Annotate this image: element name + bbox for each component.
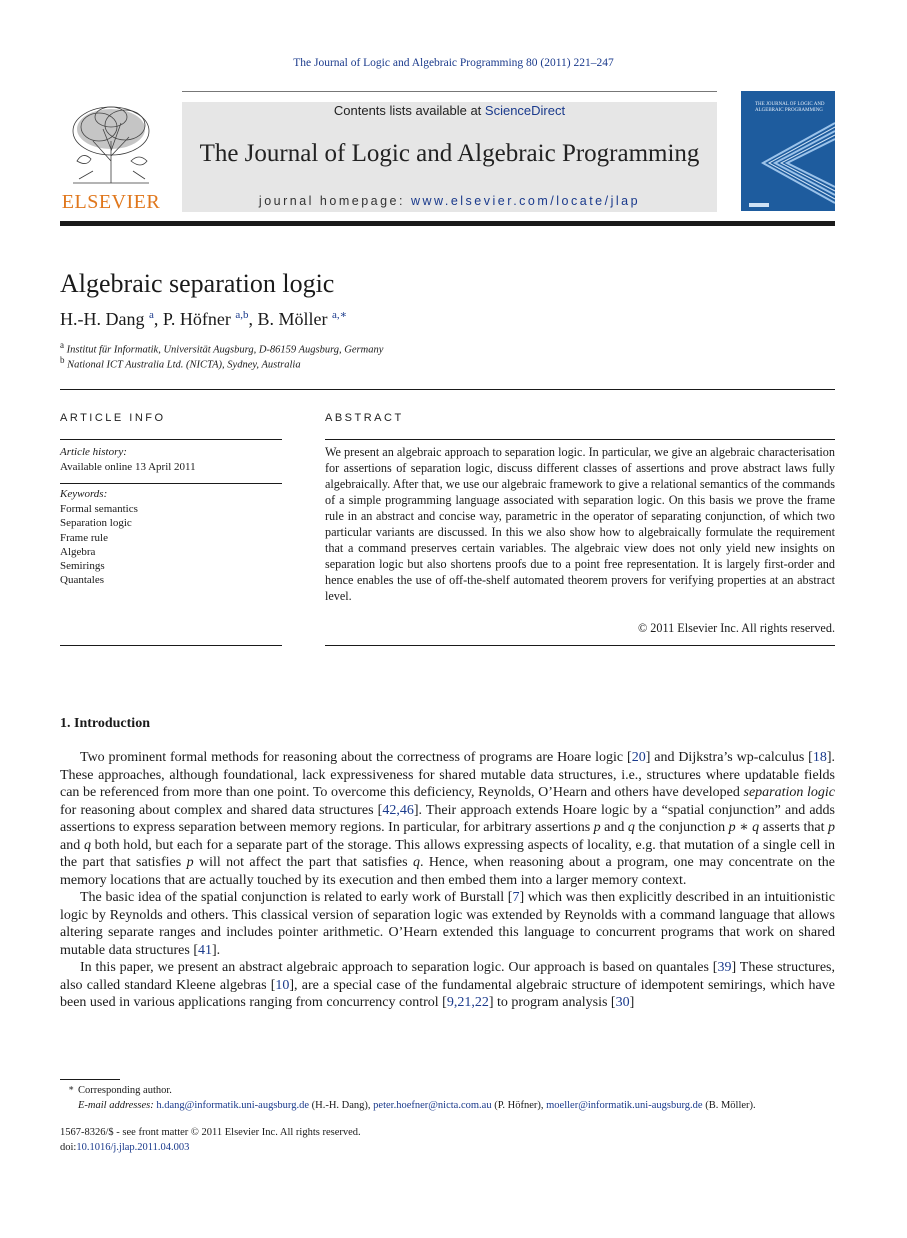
math-variable: q bbox=[627, 820, 635, 835]
citation-link[interactable]: 9,21,22 bbox=[446, 995, 489, 1010]
footnote-rule bbox=[60, 1079, 120, 1080]
author-name[interactable]: P. Höfner bbox=[162, 309, 231, 329]
text-run: The basic idea of the spatial conjunction is related to early work of Burstall [ bbox=[80, 890, 513, 905]
elsevier-wordmark: ELSEVIER bbox=[61, 191, 161, 213]
text-run: ]. These approaches, although foundational, lack expressiveness for shared mutable data structures, i.e., structures where updatable fields can be referenced from more than one point. To overcome this deficiency, Reynolds, O’Hearn and others have developed bbox=[60, 750, 835, 800]
keyword: Quantales bbox=[60, 574, 104, 587]
journal-name: The Journal of Logic and Algebraic Programming bbox=[199, 140, 700, 167]
homepage-link[interactable]: www.elsevier.com/locate/jlap bbox=[410, 194, 641, 208]
affiliation-text: Institut für Informatik, Universität Augsburg, D-86159 Augsburg, Germany bbox=[66, 344, 384, 356]
sciencedirect-link[interactable]: ScienceDirect bbox=[484, 103, 566, 118]
info-rule bbox=[60, 483, 282, 484]
abstract-rule bbox=[325, 645, 835, 646]
text-run: ]. Their approach extends Hoare logic by a “spatial conjunction” and adds assertions to express separation between memory regions. In particular, for arbitrary assertions bbox=[60, 802, 835, 835]
affiliation-text: National ICT Australia Ltd. (NICTA), Sydney, Australia bbox=[67, 359, 301, 371]
elsevier-logo[interactable] bbox=[59, 101, 163, 215]
doi-label: doi: bbox=[60, 1142, 77, 1153]
homepage-prefix: journal homepage: bbox=[258, 194, 411, 208]
email-addresses bbox=[60, 1099, 835, 1113]
text-run: ] bbox=[629, 995, 635, 1010]
section-heading-introduction: 1. Introduction bbox=[60, 716, 150, 731]
math-variable: p bbox=[186, 855, 194, 870]
email-link[interactable]: h.dang@informatik.uni-augsburg.de bbox=[156, 1100, 310, 1111]
email-label: E-mail addresses: bbox=[78, 1100, 154, 1111]
author-list: H.-H. Dang $^a$, P. Höfner $^{a,b}$, B. Möller $^{a,∗}$ bbox=[60, 309, 348, 329]
email-owner: (H.-H. Dang), bbox=[309, 1100, 374, 1111]
info-rule bbox=[60, 439, 282, 440]
issn-line: 1567-8326/$ - see front matter © 2011 Elsevier Inc. All rights reserved. bbox=[60, 1127, 361, 1138]
doi-link[interactable]: 10.1016/j.jlap.2011.04.003 bbox=[76, 1142, 190, 1153]
abstract-text: We present an algebraic approach to separation logic. In particular, we give an algebraic characterisation for assertions of separation logic, discuss different classes of assertions and prove abstract laws fully algebraically. After that, we use our algebraic framework to give a relational semantics of the commands of a simple programming language associated with separation logic. On this basis we prove the frame rule in an abstract and concise way, parametric in the operator of separating conjunction, of which two particular variants are discussed. In this we also show how to algebraically formulate the requirement that a command preserves certain variables. The algebraic view does not only yield new insights on separation logic but also shortens proofs due to a point free representation. It is largely first-order and hence enables the use of off-the-shelf automated theorem provers for verifying properties at an abstract level. bbox=[325, 445, 835, 604]
math-variable: p bbox=[828, 820, 835, 835]
affiliation-mark: b bbox=[60, 355, 65, 365]
citation-link[interactable]: 10 bbox=[275, 977, 290, 993]
article-title: Algebraic separation logic bbox=[60, 269, 335, 298]
text-run: ]. bbox=[212, 942, 221, 958]
elsevier-tree-icon bbox=[63, 101, 159, 187]
text-run: . Hence, when reasoning about a program, one may concentrate on the memory locations that are actually touched by its execution and then embed them into a larger memory context. bbox=[60, 855, 835, 888]
corresponding-label: Corresponding author. bbox=[78, 1085, 172, 1096]
text-run: ] which was then explicitly described in an intuitionistic logic by Reynolds and others. This classical version of separation logic was extended by Reynolds with a command language that allows altering separate ranges and includes pointer arithmetic. O’Hearn extended this language to concurrent programs that work on shared mutable data structures [ bbox=[60, 890, 835, 958]
abstract-rule bbox=[325, 439, 835, 440]
emphasis: separation logic bbox=[743, 785, 836, 800]
article-info-heading: ARTICLE INFO bbox=[60, 412, 166, 424]
paragraph bbox=[60, 889, 835, 959]
affiliation bbox=[60, 355, 301, 371]
journal-cover[interactable] bbox=[741, 91, 835, 211]
corresponding-author-note bbox=[60, 1084, 835, 1098]
paragraph bbox=[60, 749, 835, 889]
math-variable: q bbox=[83, 837, 91, 853]
journal-citation[interactable]: The Journal of Logic and Algebraic Programming 80 (2011) 221–247 bbox=[293, 57, 614, 69]
author-affiliation-mark[interactable]: a bbox=[148, 309, 154, 321]
citation-link[interactable]: 42,46 bbox=[382, 802, 414, 818]
citation-link[interactable]: 39 bbox=[717, 960, 732, 975]
history-label: Article history: bbox=[60, 446, 127, 458]
keyword: Algebra bbox=[60, 545, 96, 558]
keyword: Separation logic bbox=[60, 517, 132, 530]
introduction-body bbox=[60, 749, 835, 1012]
text-run: ] These structures, also called standard Kleene algebras [ bbox=[60, 960, 835, 993]
text-run: and bbox=[600, 820, 628, 835]
text-run: ] and Dijkstra’s wp-calculus [ bbox=[645, 750, 813, 765]
journal-banner bbox=[182, 102, 717, 212]
paragraph bbox=[60, 959, 835, 1012]
keyword-list bbox=[60, 502, 138, 588]
header-rule bbox=[182, 91, 717, 92]
cover-title: THE JOURNAL OF LOGIC AND ALGEBRAIC PROGRAMMING bbox=[755, 102, 825, 113]
abstract-heading: ABSTRACT bbox=[325, 412, 404, 424]
history-value: Available online 13 April 2011 bbox=[60, 461, 196, 473]
section-rule bbox=[60, 389, 835, 390]
abstract-copyright: © 2011 Elsevier Inc. All rights reserved. bbox=[638, 621, 835, 635]
author-affiliation-mark[interactable]: a,∗ bbox=[332, 309, 348, 321]
author-affiliation-mark[interactable]: a,b bbox=[235, 309, 249, 321]
contents-prefix: Contents lists available at bbox=[333, 103, 485, 118]
cover-arrow-graphic bbox=[741, 91, 835, 211]
contents-availability bbox=[182, 103, 717, 118]
keywords-label: Keywords: bbox=[60, 488, 108, 500]
text-run: Two prominent formal methods for reasoning about the correctness of programs are Hoare logic [ bbox=[80, 750, 632, 765]
keyword: Frame rule bbox=[60, 531, 108, 544]
text-run: In this paper, we present an abstract algebraic approach to separation logic. Our approach is based on quantales [ bbox=[80, 960, 718, 975]
email-link[interactable]: peter.hoefner@nicta.com.au bbox=[373, 1100, 492, 1111]
email-link[interactable]: moeller@informatik.uni-augsburg.de bbox=[546, 1100, 703, 1111]
affiliation bbox=[60, 340, 383, 356]
citation-link[interactable]: 20 bbox=[631, 750, 646, 765]
email-owner: (P. Höfner), bbox=[491, 1100, 547, 1111]
email-owner: (B. Möller). bbox=[702, 1100, 756, 1111]
math-variable: p bbox=[593, 820, 601, 835]
text-run: ] to program analysis [ bbox=[488, 995, 616, 1010]
math-expression: p ∗ q bbox=[728, 820, 760, 835]
citation-link[interactable]: 18 bbox=[812, 750, 827, 765]
text-run: the conjunction bbox=[634, 820, 729, 835]
info-rule bbox=[60, 645, 282, 646]
author-name[interactable]: H.-H. Dang bbox=[60, 309, 145, 329]
affiliation-mark: a bbox=[60, 340, 64, 350]
keyword: Semirings bbox=[60, 560, 105, 573]
text-run: asserts that bbox=[759, 820, 828, 835]
text-run: ], are a special case of the fundamental algebraic structure of idempotent semirings, which have been used in various applications ranging from concurrency control [ bbox=[60, 977, 835, 1010]
text-run: and bbox=[60, 837, 84, 853]
citation-link[interactable]: 30 bbox=[615, 995, 630, 1010]
citation-link[interactable]: 7 bbox=[512, 890, 520, 905]
text-run: both hold, but each for a separate part of the storage. This allows expressing aspects of locality, e.g. that mutation of a single cell in the part that satisfies bbox=[60, 837, 835, 870]
author-name[interactable]: B. Möller bbox=[257, 309, 328, 329]
doi-line bbox=[60, 1142, 189, 1153]
text-run: will not affect the part that satisfies bbox=[193, 855, 413, 870]
citation-link[interactable]: 41 bbox=[198, 942, 213, 958]
math-variable: q bbox=[412, 855, 420, 870]
journal-homepage bbox=[182, 194, 717, 208]
keyword: Formal semantics bbox=[60, 503, 138, 515]
header-thick-rule bbox=[60, 221, 835, 226]
text-run: for reasoning about complex and shared data structures [ bbox=[60, 802, 383, 818]
footnote-star: ∗ bbox=[68, 1083, 75, 1093]
